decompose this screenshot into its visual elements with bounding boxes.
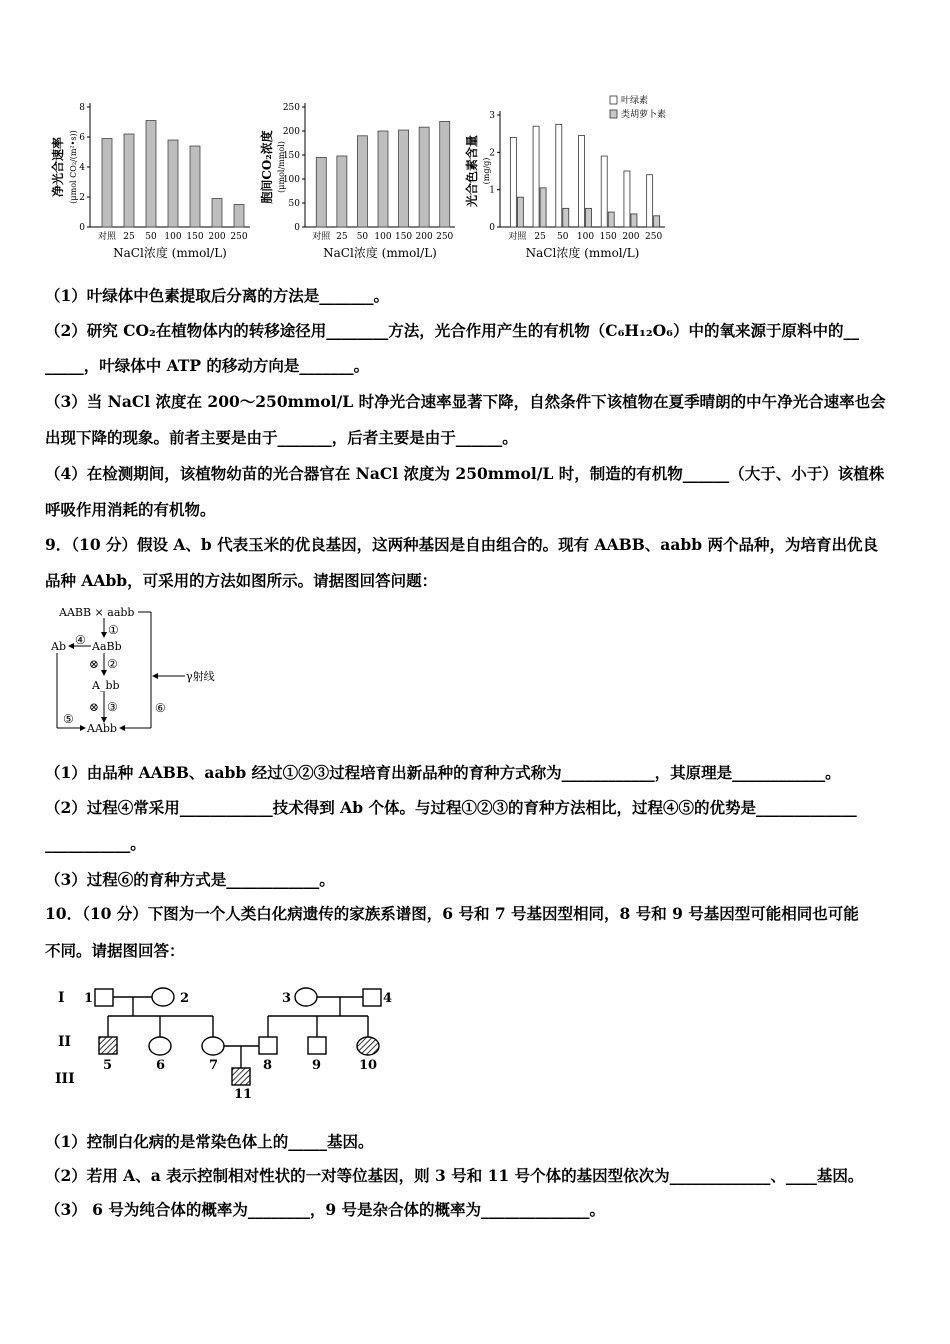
diagram-step-6: ⑥	[155, 701, 166, 715]
chart-x-tick-label: 200	[415, 232, 433, 242]
chart-intercellular-co2	[259, 103, 455, 260]
chart-x-tick-label: 对照	[312, 232, 331, 242]
chart-x-tick-label: 25	[336, 232, 348, 242]
q9-line-1: 9．（10 分）假设 A、b 代表玉米的优良基因，这两种基因是自由组合的。现有 AABB、aabb 两个品种，为培育出优良	[45, 535, 878, 554]
diagram-ray: γ射线	[186, 670, 215, 683]
ped-num-10: 10	[359, 1058, 378, 1073]
q8-line-3: _____，叶绿体中 ATP 的移动方向是_______。	[45, 356, 370, 375]
diagram-f1: AaBb	[92, 640, 122, 653]
chart-bar-chlorophyll	[647, 175, 653, 227]
chart-y-tick-label: 200	[282, 127, 300, 137]
chart-x-tick-label: 100	[164, 232, 182, 242]
chart-y-unit: (mg/g)	[482, 157, 491, 185]
chart-y-unit: (μmol CO₂/(m²•s))	[69, 130, 78, 204]
chart-y-tick-label: 250	[282, 103, 300, 113]
chart-legend-swatch	[610, 110, 617, 118]
chart-y-tick-label: 50	[288, 199, 300, 209]
ped-male-5-affected	[99, 1037, 117, 1054]
diagram-step-2: ②	[107, 657, 118, 671]
ped-num-1: 1	[84, 991, 94, 1006]
chart-x-tick-label: 250	[645, 232, 663, 242]
ped-female-6	[149, 1037, 171, 1055]
chart-y-tick-label: 0	[489, 223, 495, 233]
chart-bar	[440, 121, 450, 227]
q8-line-1: （1）叶绿体中色素提取后分离的方法是_______。	[45, 286, 390, 305]
diagram-step-4: ④	[75, 633, 86, 647]
ped-female-3	[295, 988, 317, 1006]
chart-y-tick-label: 2	[79, 193, 85, 203]
q9-answer-2-cont: ___________。	[45, 834, 146, 853]
pedigree-chart	[50, 980, 410, 1100]
chart-x-tick-label: 50	[557, 232, 569, 242]
chart-y-tick-label: 0	[294, 223, 300, 233]
chart-y-tick-label: 6	[79, 133, 85, 143]
diagram-mid: A_bb	[92, 679, 120, 692]
ped-male-11-affected	[232, 1068, 250, 1085]
chart-bar-carotenoid	[586, 208, 592, 227]
gen-label-2: II	[58, 1034, 72, 1050]
chart-x-tick-label: 250	[230, 232, 248, 242]
q8-line-6: （4）在检测期间，该植物幼苗的光合器官在 NaCl 浓度为 250mmol/L 时，制造的有机物______（大于、小于）该植株	[45, 464, 885, 483]
chart-bar-chlorophyll	[556, 124, 562, 227]
q10-answer-2: （2）若用 A、a 表示控制相对性状的一对等位基因，则 3 号和 11 号个体的基因型依次为_____________、____基因。	[45, 1166, 864, 1185]
ped-male-1	[95, 989, 113, 1006]
chart-x-tick-label: 对照	[97, 232, 117, 242]
q8-line-7: 呼吸作用消耗的有机物。	[45, 500, 216, 519]
chart-x-tick-label: 150	[394, 232, 413, 242]
chart-bar-carotenoid	[608, 212, 614, 227]
ped-male-4	[363, 989, 381, 1006]
chart-bar	[190, 146, 200, 227]
ped-male-9	[308, 1037, 326, 1054]
ped-num-8: 8	[263, 1058, 273, 1073]
chart-bar-chlorophyll	[601, 156, 607, 227]
chart-x-label: NaCl浓度 (mmol/L)	[323, 246, 437, 260]
diagram-ab: Ab	[51, 640, 66, 653]
ped-num-6: 6	[156, 1058, 166, 1073]
q8-line-4: （3）当 NaCl 浓度在 200～250mmol/L 时净光合速率显著下降，自然条件下该植物在夏季晴朗的中午净光合速率也会	[45, 392, 886, 411]
breeding-diagram	[45, 600, 245, 740]
chart-y-tick-label: 2	[489, 148, 495, 159]
chart-y-unit: (μmol/mmol)	[277, 141, 286, 193]
q10-line-1: 10．（10 分）下图为一个人类白化病遗传的家族系谱图，6 号和 7 号基因型相同，8 号和 9 号基因型可能相同也可能	[45, 904, 859, 923]
chart-bar-carotenoid	[540, 188, 546, 227]
chart-y-label: 光合色素含量	[465, 134, 479, 208]
chart-bar	[102, 139, 112, 228]
diagram-cross-1: ⊗	[89, 657, 100, 671]
chart-bar-carotenoid	[563, 208, 569, 227]
chart-y-tick-label: 8	[79, 103, 85, 113]
ped-num-2: 2	[180, 991, 190, 1006]
chart-bar	[168, 140, 178, 227]
charts-row	[0, 95, 950, 270]
chart-bar-carotenoid	[631, 214, 637, 227]
chart-bar	[419, 127, 429, 227]
gen-label-3: III	[55, 1071, 75, 1087]
chart-bar	[234, 205, 244, 228]
chart-y-label: 胞间CO₂浓度	[260, 130, 274, 204]
chart-bar	[212, 199, 222, 228]
chart-legend-label: 叶绿素	[621, 96, 649, 106]
chart-x-tick-label: 200	[208, 232, 226, 242]
chart-y-tick-label: 4	[79, 163, 85, 173]
chart-x-tick-label: 25	[534, 232, 546, 242]
chart-bar-carotenoid	[654, 216, 660, 227]
chart-y-tick-label: 0	[79, 223, 85, 233]
chart-bar	[124, 134, 134, 227]
chart-x-tick-label: 150	[186, 232, 204, 242]
chart-bar	[146, 121, 156, 228]
q9-answer-2: （2）过程④常采用____________技术得到 Ab 个体。与过程①②③的育种方法相比，过程④⑤的优势是_____________	[45, 798, 857, 817]
q9-answer-3: （3）过程⑥的育种方式是____________。	[45, 870, 335, 889]
chart-y-label: 净光合速率	[51, 136, 65, 198]
chart-bar	[378, 131, 388, 227]
gen-label-1: I	[58, 990, 65, 1006]
chart-y-tick-label: 100	[282, 175, 300, 185]
diagram-step-5: ⑤	[63, 712, 74, 726]
chart-x-tick-label: 100	[374, 232, 392, 242]
chart-x-label: NaCl浓度 (mmol/L)	[113, 246, 227, 260]
chart-y-tick-label: 3	[489, 111, 495, 121]
ped-num-3: 3	[282, 991, 292, 1006]
q10-answer-3: （3） 6 号为纯合体的概率为________，9 号是杂合体的概率为______________。	[45, 1200, 606, 1219]
chart-legend-label: 类胡萝卜素	[621, 110, 667, 120]
q10-answer-1: （1）控制白化病的是常染色体上的_____基因。	[45, 1132, 374, 1151]
q8-line-2: （2）研究 CO₂在植物体内的转移途径用________方法，光合作用产生的有机物（C₆H₁₂O₆）中的氧来源于原料中的__	[45, 321, 859, 340]
chart-bar-carotenoid	[517, 197, 523, 227]
q9-answer-1: （1）由品种 AABB、aabb 经过①②③过程培育出新品种的育种方式称为____________，其原理是____________。	[45, 763, 841, 782]
chart-x-tick-label: 200	[622, 232, 640, 242]
chart-x-tick-label: 对照	[508, 232, 527, 242]
chart-bar	[357, 136, 367, 227]
q10-line-2: 不同。请据图回答：	[45, 941, 185, 960]
chart-x-tick-label: 100	[576, 232, 595, 242]
diagram-step-3: ③	[107, 700, 118, 714]
chart-legend-swatch	[610, 96, 617, 104]
diagram-parents: AABB × aabb	[59, 606, 135, 619]
chart-bar	[399, 130, 409, 227]
ped-female-7	[202, 1037, 224, 1055]
ped-num-4: 4	[383, 991, 393, 1006]
ped-num-7: 7	[209, 1058, 219, 1073]
chart-pigment-content	[464, 95, 666, 260]
ped-male-8	[259, 1037, 277, 1054]
ped-female-10-affected	[357, 1037, 379, 1055]
chart-net-photosynthesis	[50, 103, 250, 260]
diagram-target: AAbb	[87, 722, 117, 735]
chart-bar-chlorophyll	[533, 126, 539, 227]
chart-bar	[316, 157, 326, 227]
chart-bar	[337, 156, 347, 227]
ped-female-2	[152, 988, 174, 1006]
ped-num-5: 5	[103, 1058, 113, 1073]
chart-x-tick-label: 250	[436, 232, 454, 242]
chart-x-tick-label: 25	[123, 232, 135, 242]
diagram-step-1: ①	[108, 623, 119, 637]
chart-y-tick-label: 150	[282, 151, 300, 161]
q8-line-5: 出现下降的现象。前者主要是由于_______，后者主要是由于______。	[45, 428, 518, 447]
chart-x-label: NaCl浓度 (mmol/L)	[525, 246, 640, 260]
ped-num-9: 9	[312, 1058, 322, 1073]
chart-x-tick-label: 50	[145, 232, 157, 242]
chart-y-tick-label: 1	[489, 185, 495, 196]
chart-x-tick-label: 150	[599, 232, 617, 242]
chart-bar-chlorophyll	[624, 171, 630, 227]
ped-num-11: 11	[234, 1087, 253, 1100]
q9-line-2: 品种 AAbb，可采用的方法如图所示。请据图回答问题：	[45, 571, 438, 590]
chart-bar-chlorophyll	[579, 136, 585, 227]
diagram-cross-2: ⊗	[89, 700, 100, 714]
chart-x-tick-label: 50	[356, 232, 369, 242]
chart-bar-chlorophyll	[510, 137, 516, 227]
